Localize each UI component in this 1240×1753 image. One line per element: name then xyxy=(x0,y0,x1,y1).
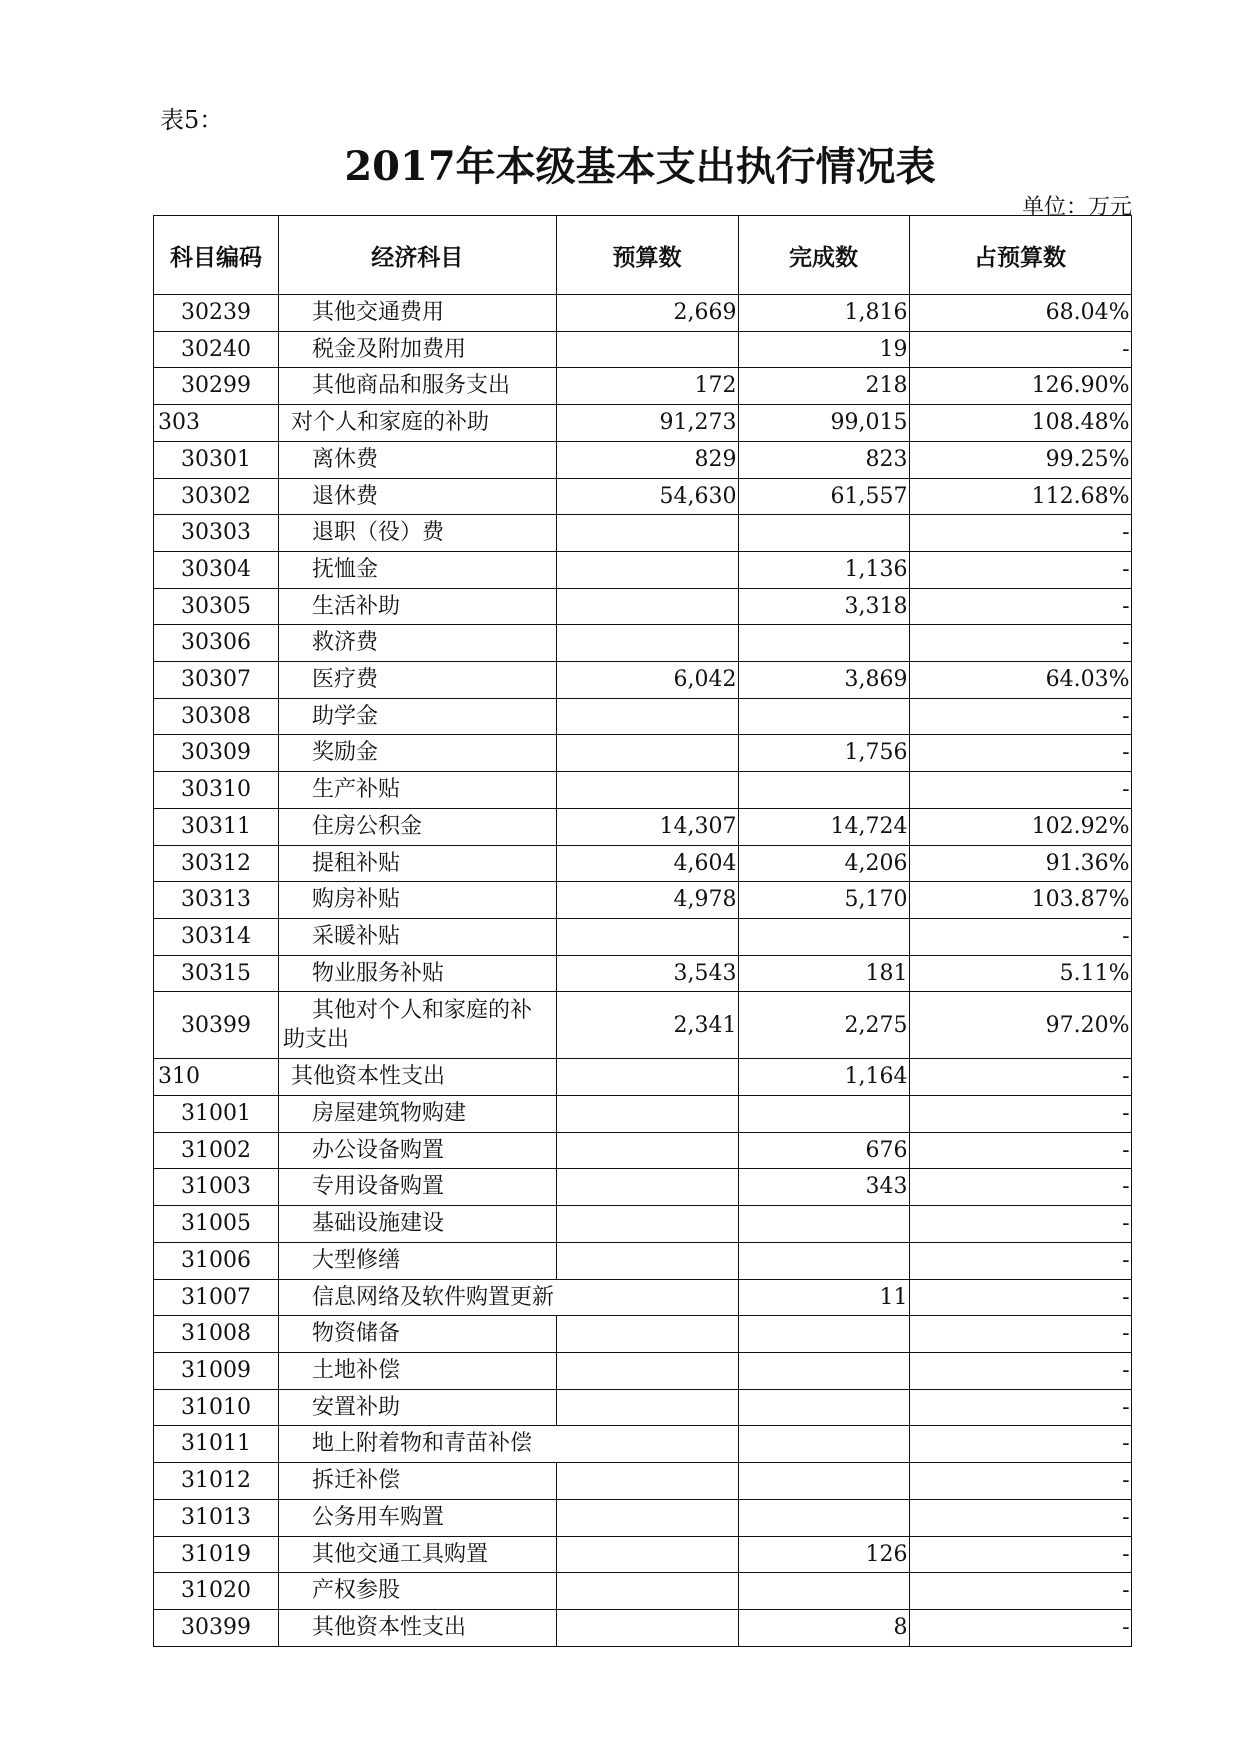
actual-cell: 99,015 xyxy=(738,405,909,442)
ratio-cell: - xyxy=(909,331,1131,368)
ratio-cell: - xyxy=(909,772,1131,809)
table-row xyxy=(154,405,1132,442)
code-cell: 31002 xyxy=(154,1132,279,1169)
table-row xyxy=(154,1352,1132,1389)
column-header-actual: 完成数 xyxy=(738,216,909,295)
actual-cell: 218 xyxy=(738,368,909,405)
table-row xyxy=(154,588,1132,625)
budget-cell xyxy=(556,1352,738,1389)
actual-cell: 61,557 xyxy=(738,478,909,515)
budget-cell xyxy=(556,515,738,552)
actual-cell: 14,724 xyxy=(738,808,909,845)
item-name-cell: 救济费 xyxy=(279,625,557,662)
actual-cell: 1,816 xyxy=(738,295,909,332)
item-name-cell: 退职（役）费 xyxy=(279,515,557,552)
budget-cell xyxy=(556,1389,738,1426)
item-name-cell: 土地补偿 xyxy=(279,1352,557,1389)
ratio-cell: 126.90% xyxy=(909,368,1131,405)
ratio-cell: - xyxy=(909,1609,1131,1646)
ratio-cell: - xyxy=(909,1389,1131,1426)
actual-cell: 3,318 xyxy=(738,588,909,625)
ratio-cell: 103.87% xyxy=(909,882,1131,919)
item-name-cell: 其他资本性支出 xyxy=(279,1059,557,1096)
table-row xyxy=(154,1242,1132,1279)
budget-cell xyxy=(556,1059,738,1096)
table-row xyxy=(154,808,1132,845)
actual-cell xyxy=(738,515,909,552)
ratio-cell: - xyxy=(909,1206,1131,1243)
item-name-cell: 购房补贴 xyxy=(279,882,557,919)
ratio-cell: - xyxy=(909,1463,1131,1500)
table-row xyxy=(154,992,1132,1059)
ratio-cell: - xyxy=(909,588,1131,625)
item-name-cell: 产权参股 xyxy=(279,1573,557,1610)
actual-cell xyxy=(738,1426,909,1463)
budget-cell: 91,273 xyxy=(556,405,738,442)
ratio-cell: 102.92% xyxy=(909,808,1131,845)
item-name-cell: 办公设备购置 xyxy=(279,1132,557,1169)
table-number-label: 表5： xyxy=(160,106,224,134)
table-row xyxy=(154,845,1132,882)
code-cell: 31007 xyxy=(154,1279,279,1316)
ratio-cell: 97.20% xyxy=(909,992,1131,1059)
code-cell: 30312 xyxy=(154,845,279,882)
code-cell: 31011 xyxy=(154,1426,279,1463)
column-header-ratio: 占预算数 xyxy=(909,216,1131,295)
table-row xyxy=(154,1389,1132,1426)
code-cell: 31019 xyxy=(154,1536,279,1573)
code-cell: 30239 xyxy=(154,295,279,332)
code-cell: 30310 xyxy=(154,772,279,809)
actual-cell xyxy=(738,1316,909,1353)
unit-label: 单位：万元 xyxy=(1021,195,1132,220)
budget-cell xyxy=(556,1169,738,1206)
code-cell: 31010 xyxy=(154,1389,279,1426)
table-body xyxy=(154,295,1132,1647)
code-cell: 30314 xyxy=(154,918,279,955)
table-row xyxy=(154,1169,1132,1206)
item-name-cell: 住房公积金 xyxy=(279,808,557,845)
budget-cell xyxy=(556,1426,738,1463)
ratio-cell: - xyxy=(909,735,1131,772)
code-cell: 30308 xyxy=(154,698,279,735)
code-cell: 30311 xyxy=(154,808,279,845)
table-row xyxy=(154,735,1132,772)
ratio-cell: - xyxy=(909,1059,1131,1096)
item-name-cell: 助学金 xyxy=(279,698,557,735)
item-name-cell: 离休费 xyxy=(279,441,557,478)
item-name-cell: 其他对个人和家庭的补助支出 xyxy=(279,992,557,1059)
table-row xyxy=(154,441,1132,478)
code-cell: 310 xyxy=(154,1059,279,1096)
table-row xyxy=(154,1279,1132,1316)
budget-cell xyxy=(556,1096,738,1133)
budget-cell xyxy=(556,331,738,368)
actual-cell xyxy=(738,1242,909,1279)
actual-cell xyxy=(738,1096,909,1133)
ratio-cell: - xyxy=(909,1536,1131,1573)
item-name-cell: 地上附着物和青苗补偿 xyxy=(279,1426,557,1463)
table-row xyxy=(154,1499,1132,1536)
budget-cell xyxy=(556,1242,738,1279)
table-row xyxy=(154,1316,1132,1353)
budget-cell xyxy=(556,1573,738,1610)
code-cell: 30302 xyxy=(154,478,279,515)
ratio-cell: 112.68% xyxy=(909,478,1131,515)
ratio-cell: 68.04% xyxy=(909,295,1131,332)
actual-cell: 19 xyxy=(738,331,909,368)
table-row xyxy=(154,1206,1132,1243)
actual-cell xyxy=(738,1206,909,1243)
column-header-budget: 预算数 xyxy=(556,216,738,295)
ratio-cell: 91.36% xyxy=(909,845,1131,882)
ratio-cell: - xyxy=(909,1426,1131,1463)
budget-cell: 172 xyxy=(556,368,738,405)
ratio-cell: - xyxy=(909,1169,1131,1206)
item-name-cell: 生活补助 xyxy=(279,588,557,625)
table-header-row xyxy=(154,216,1132,295)
table-row xyxy=(154,551,1132,588)
code-cell: 30301 xyxy=(154,441,279,478)
item-name-cell: 医疗费 xyxy=(279,662,557,699)
ratio-cell: 5.11% xyxy=(909,955,1131,992)
table-row xyxy=(154,625,1132,662)
actual-cell xyxy=(738,1573,909,1610)
budget-cell: 2,341 xyxy=(556,992,738,1059)
item-name-cell: 安置补助 xyxy=(279,1389,557,1426)
budget-cell: 3,543 xyxy=(556,955,738,992)
item-name-cell: 生产补贴 xyxy=(279,772,557,809)
table-row xyxy=(154,1573,1132,1610)
item-name-cell: 提租补贴 xyxy=(279,845,557,882)
ratio-cell: - xyxy=(909,1132,1131,1169)
item-name-cell: 公务用车购置 xyxy=(279,1499,557,1536)
budget-cell xyxy=(556,1536,738,1573)
budget-cell xyxy=(556,1463,738,1500)
table-row xyxy=(154,368,1132,405)
page-title: 2017年本级基本支出执行情况表 xyxy=(344,143,936,190)
actual-cell: 2,275 xyxy=(738,992,909,1059)
budget-cell xyxy=(556,698,738,735)
budget-cell xyxy=(556,772,738,809)
budget-cell xyxy=(556,1609,738,1646)
item-name-cell: 专用设备购置 xyxy=(279,1169,557,1206)
code-cell: 30315 xyxy=(154,955,279,992)
actual-cell xyxy=(738,772,909,809)
actual-cell: 3,869 xyxy=(738,662,909,699)
table-row xyxy=(154,1536,1132,1573)
actual-cell xyxy=(738,918,909,955)
ratio-cell: - xyxy=(909,625,1131,662)
table-row xyxy=(154,1609,1132,1646)
actual-cell: 1,136 xyxy=(738,551,909,588)
table-row xyxy=(154,772,1132,809)
ratio-cell: - xyxy=(909,1499,1131,1536)
ratio-cell: - xyxy=(909,515,1131,552)
actual-cell: 11 xyxy=(738,1279,909,1316)
item-name-cell: 其他交通工具购置 xyxy=(279,1536,557,1573)
table-row xyxy=(154,918,1132,955)
budget-cell xyxy=(556,735,738,772)
code-cell: 30309 xyxy=(154,735,279,772)
actual-cell xyxy=(738,1463,909,1500)
item-name-cell: 其他交通费用 xyxy=(279,295,557,332)
budget-cell xyxy=(556,1279,738,1316)
table-row xyxy=(154,295,1132,332)
item-name-cell: 房屋建筑物购建 xyxy=(279,1096,557,1133)
budget-cell xyxy=(556,1132,738,1169)
actual-cell xyxy=(738,1499,909,1536)
actual-cell: 126 xyxy=(738,1536,909,1573)
ratio-cell: - xyxy=(909,1279,1131,1316)
table-row xyxy=(154,331,1132,368)
code-cell: 30399 xyxy=(154,1609,279,1646)
table-row xyxy=(154,1426,1132,1463)
item-name-cell: 基础设施建设 xyxy=(279,1206,557,1243)
budget-cell xyxy=(556,1499,738,1536)
item-name-cell: 物资储备 xyxy=(279,1316,557,1353)
code-cell: 31003 xyxy=(154,1169,279,1206)
budget-cell xyxy=(556,588,738,625)
code-cell: 30299 xyxy=(154,368,279,405)
code-cell: 31020 xyxy=(154,1573,279,1610)
ratio-cell: 99.25% xyxy=(909,441,1131,478)
table-row xyxy=(154,515,1132,552)
code-cell: 31012 xyxy=(154,1463,279,1500)
code-cell: 31013 xyxy=(154,1499,279,1536)
ratio-cell: - xyxy=(909,1316,1131,1353)
actual-cell: 8 xyxy=(738,1609,909,1646)
code-cell: 31008 xyxy=(154,1316,279,1353)
ratio-cell: - xyxy=(909,698,1131,735)
budget-cell: 829 xyxy=(556,441,738,478)
item-name-cell: 拆迁补偿 xyxy=(279,1463,557,1500)
item-name-cell: 其他商品和服务支出 xyxy=(279,368,557,405)
item-name-cell: 其他资本性支出 xyxy=(279,1609,557,1646)
ratio-cell: 108.48% xyxy=(909,405,1131,442)
item-name-cell: 物业服务补贴 xyxy=(279,955,557,992)
code-cell: 31009 xyxy=(154,1352,279,1389)
ratio-cell: - xyxy=(909,1352,1131,1389)
actual-cell: 343 xyxy=(738,1169,909,1206)
ratio-cell: 64.03% xyxy=(909,662,1131,699)
ratio-cell: - xyxy=(909,551,1131,588)
actual-cell xyxy=(738,625,909,662)
table-row xyxy=(154,662,1132,699)
code-cell: 30307 xyxy=(154,662,279,699)
actual-cell xyxy=(738,1352,909,1389)
budget-execution-table xyxy=(153,215,1132,1647)
code-cell: 30305 xyxy=(154,588,279,625)
column-header-item: 经济科目 xyxy=(279,216,557,295)
table-row xyxy=(154,698,1132,735)
code-cell: 30399 xyxy=(154,992,279,1059)
budget-cell: 14,307 xyxy=(556,808,738,845)
table-row xyxy=(154,1096,1132,1133)
budget-cell: 6,042 xyxy=(556,662,738,699)
column-header-code: 科目编码 xyxy=(154,216,279,295)
table-row xyxy=(154,1132,1132,1169)
item-name-cell: 退休费 xyxy=(279,478,557,515)
table-row xyxy=(154,1059,1132,1096)
budget-cell xyxy=(556,1316,738,1353)
table-row xyxy=(154,1463,1132,1500)
code-cell: 30304 xyxy=(154,551,279,588)
item-name-cell: 奖励金 xyxy=(279,735,557,772)
actual-cell: 4,206 xyxy=(738,845,909,882)
item-name-cell: 对个人和家庭的补助 xyxy=(279,405,557,442)
table-row xyxy=(154,955,1132,992)
budget-cell: 2,669 xyxy=(556,295,738,332)
item-name-cell: 采暖补贴 xyxy=(279,918,557,955)
budget-cell: 4,978 xyxy=(556,882,738,919)
actual-cell xyxy=(738,1389,909,1426)
item-name-cell: 税金及附加费用 xyxy=(279,331,557,368)
actual-cell: 1,164 xyxy=(738,1059,909,1096)
item-name-cell: 信息网络及软件购置更新 xyxy=(279,1279,557,1316)
table-row xyxy=(154,478,1132,515)
budget-cell: 54,630 xyxy=(556,478,738,515)
actual-cell: 676 xyxy=(738,1132,909,1169)
budget-cell xyxy=(556,625,738,662)
budget-cell xyxy=(556,551,738,588)
code-cell: 30306 xyxy=(154,625,279,662)
actual-cell: 5,170 xyxy=(738,882,909,919)
actual-cell: 1,756 xyxy=(738,735,909,772)
budget-cell xyxy=(556,1206,738,1243)
actual-cell: 181 xyxy=(738,955,909,992)
code-cell: 303 xyxy=(154,405,279,442)
budget-cell xyxy=(556,918,738,955)
item-name-cell: 抚恤金 xyxy=(279,551,557,588)
code-cell: 30313 xyxy=(154,882,279,919)
ratio-cell: - xyxy=(909,918,1131,955)
ratio-cell: - xyxy=(909,1242,1131,1279)
ratio-cell: - xyxy=(909,1096,1131,1133)
code-cell: 31006 xyxy=(154,1242,279,1279)
actual-cell xyxy=(738,698,909,735)
actual-cell: 823 xyxy=(738,441,909,478)
code-cell: 31001 xyxy=(154,1096,279,1133)
item-name-cell: 大型修缮 xyxy=(279,1242,557,1279)
ratio-cell: - xyxy=(909,1573,1131,1610)
code-cell: 31005 xyxy=(154,1206,279,1243)
code-cell: 30303 xyxy=(154,515,279,552)
table-row xyxy=(154,882,1132,919)
budget-cell: 4,604 xyxy=(556,845,738,882)
code-cell: 30240 xyxy=(154,331,279,368)
